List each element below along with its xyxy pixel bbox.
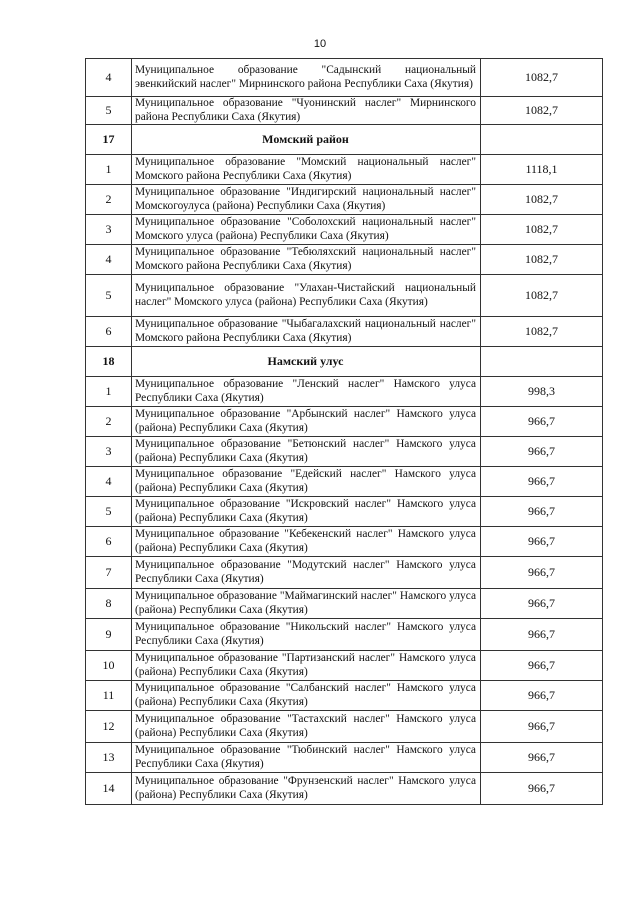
section-heading-row: [86, 347, 603, 377]
municipality-name-cell: Муниципальное образование "Кебекенский наслег" Намского улуса (района) Республики Саха (Якутия): [132, 527, 481, 557]
amount-cell: 1082,7: [481, 245, 603, 275]
row-number-cell: 10: [86, 651, 132, 681]
table-row: [86, 377, 603, 407]
table-row: [86, 557, 603, 589]
amount-cell: 966,7: [481, 619, 603, 651]
row-number-cell: 7: [86, 557, 132, 589]
amount-cell: 966,7: [481, 407, 603, 437]
row-number-cell: 5: [86, 497, 132, 527]
row-number-cell: 2: [86, 185, 132, 215]
municipality-name-cell: Муниципальное образование "Садынский национальный эвенкийский наслег" Мирнинского района Республики Саха (Якутия): [132, 59, 481, 97]
table-row: [86, 97, 603, 125]
table-row: [86, 437, 603, 467]
amount-cell: 966,7: [481, 557, 603, 589]
row-number-cell: 5: [86, 275, 132, 317]
municipality-name-cell: Муниципальное образование "Бетюнский наслег" Намского улуса (района) Республики Саха (Якутия): [132, 437, 481, 467]
municipality-name-cell: Муниципальное образование "Тебюляхский национальный наслег" Момского района Республики Саха (Якутия): [132, 245, 481, 275]
amount-cell: 966,7: [481, 527, 603, 557]
amount-cell: 966,7: [481, 589, 603, 619]
municipality-name-cell: Муниципальное образование "Никольский наслег" Намского улуса Республики Саха (Якутия): [132, 619, 481, 651]
row-number-cell: 4: [86, 467, 132, 497]
row-number-cell: 6: [86, 527, 132, 557]
row-number-cell: 12: [86, 711, 132, 743]
row-number-cell: 18: [86, 347, 132, 377]
municipality-name-cell: Муниципальное образование "Индигирский национальный наслег" Момскогоулуса (района) Республики Саха (Якутия): [132, 185, 481, 215]
table-row: [86, 589, 603, 619]
table-row: [86, 651, 603, 681]
municipality-name-cell: Муниципальное образование "Партизанский наслег" Намского улуса (района) Республики Саха (Якутия): [132, 651, 481, 681]
table-row: [86, 619, 603, 651]
table-row: [86, 275, 603, 317]
amount-cell: 998,3: [481, 377, 603, 407]
municipality-name-cell: Муниципальное образование "Тюбинский наслег" Намского улуса Республики Саха (Якутия): [132, 743, 481, 773]
municipality-name-cell: Муниципальное образование "Тастахский наслег" Намского улуса (района) Республики Саха (Якутия): [132, 711, 481, 743]
amount-cell: 1082,7: [481, 215, 603, 245]
section-heading-row: [86, 125, 603, 155]
municipality-name-cell: Муниципальное образование "Чыбагалахский национальный наслег" Момского района Республики Саха (Якутия): [132, 317, 481, 347]
row-number-cell: 17: [86, 125, 132, 155]
section-title-cell: Момский район: [132, 125, 481, 155]
municipality-name-cell: Муниципальное образование "Соболохский национальный наслег" Момского улуса (района) Республики Саха (Якутия): [132, 215, 481, 245]
table-row: [86, 497, 603, 527]
municipality-name-cell: Муниципальное образование "Салбанский наслег" Намского улуса (района) Республики Саха (Якутия): [132, 681, 481, 711]
amount-cell: 966,7: [481, 743, 603, 773]
table-row: [86, 317, 603, 347]
amount-cell: 966,7: [481, 437, 603, 467]
table-row: [86, 59, 603, 97]
table-row: [86, 773, 603, 805]
amount-cell: 1082,7: [481, 185, 603, 215]
amount-cell: 966,7: [481, 681, 603, 711]
row-number-cell: 5: [86, 97, 132, 125]
amount-cell: 1118,1: [481, 155, 603, 185]
amount-cell: 966,7: [481, 711, 603, 743]
row-number-cell: 4: [86, 59, 132, 97]
table-row: [86, 527, 603, 557]
allocation-table: [85, 58, 603, 805]
table-body: [86, 59, 603, 805]
table-row: [86, 711, 603, 743]
row-number-cell: 9: [86, 619, 132, 651]
municipality-name-cell: Муниципальное образование "Чуонинский наслег" Мирнинского района Республики Саха (Якутия): [132, 97, 481, 125]
amount-cell: 966,7: [481, 497, 603, 527]
page-number: 10: [313, 38, 327, 50]
municipality-name-cell: Муниципальное образование "Арбынский наслег" Намского улуса (района) Республики Саха (Якутия): [132, 407, 481, 437]
amount-cell: [481, 125, 603, 155]
row-number-cell: 1: [86, 155, 132, 185]
row-number-cell: 6: [86, 317, 132, 347]
amount-cell: 1082,7: [481, 97, 603, 125]
amount-cell: 966,7: [481, 773, 603, 805]
table-row: [86, 681, 603, 711]
row-number-cell: 8: [86, 589, 132, 619]
row-number-cell: 14: [86, 773, 132, 805]
table-row: [86, 185, 603, 215]
row-number-cell: 1: [86, 377, 132, 407]
municipality-name-cell: Муниципальное образование "Маймагинский наслег" Намского улуса (района) Республики Саха (Якутия): [132, 589, 481, 619]
municipality-name-cell: Муниципальное образование "Ленский наслег" Намского улуса Республики Саха (Якутия): [132, 377, 481, 407]
row-number-cell: 2: [86, 407, 132, 437]
municipality-name-cell: Муниципальное образование "Момский национальный наслег" Момского района Республики Саха (Якутия): [132, 155, 481, 185]
municipality-name-cell: Муниципальное образование "Фрунзенский наслег" Намского улуса (района) Республики Саха (Якутия): [132, 773, 481, 805]
table-row: [86, 215, 603, 245]
amount-cell: 966,7: [481, 651, 603, 681]
amount-cell: 1082,7: [481, 317, 603, 347]
table-row: [86, 155, 603, 185]
municipality-name-cell: Муниципальное образование "Едейский наслег" Намского улуса (района) Республики Саха (Якутия): [132, 467, 481, 497]
table-row: [86, 467, 603, 497]
amount-cell: [481, 347, 603, 377]
row-number-cell: 13: [86, 743, 132, 773]
table-row: [86, 245, 603, 275]
amount-cell: 966,7: [481, 467, 603, 497]
row-number-cell: 11: [86, 681, 132, 711]
amount-cell: 1082,7: [481, 59, 603, 97]
municipality-name-cell: Муниципальное образование "Улахан-Чистайский национальный наслег" Момского улуса (района) Республики Саха (Якутия): [132, 275, 481, 317]
municipality-name-cell: Муниципальное образование "Модутский наслег" Намского улуса Республики Саха (Якутия): [132, 557, 481, 589]
amount-cell: 1082,7: [481, 275, 603, 317]
row-number-cell: 3: [86, 215, 132, 245]
row-number-cell: 3: [86, 437, 132, 467]
row-number-cell: 4: [86, 245, 132, 275]
table-row: [86, 407, 603, 437]
section-title-cell: Намский улус: [132, 347, 481, 377]
table-row: [86, 743, 603, 773]
municipality-name-cell: Муниципальное образование "Искровский наслег" Намского улуса (района) Республики Саха (Якутия): [132, 497, 481, 527]
